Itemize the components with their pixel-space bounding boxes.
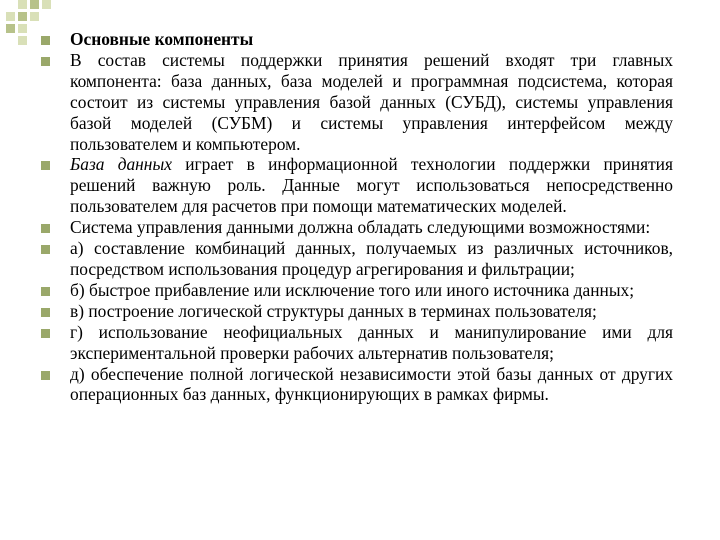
square-bullet-icon	[41, 57, 50, 66]
deco-square-icon	[42, 0, 51, 9]
deco-square-icon	[30, 0, 39, 9]
list-item-text: играет в информационной технологии поддержки принятия решений важную роль. Данные могут использоваться непосредственно пользователем для расчетов при помощи математических моделей.	[70, 154, 673, 217]
list-item	[41, 154, 673, 217]
list-item	[41, 322, 673, 364]
list-item	[41, 29, 673, 50]
bullet-list	[41, 29, 673, 405]
square-bullet-icon	[41, 329, 50, 338]
square-bullet-icon	[41, 36, 50, 45]
deco-square-icon	[18, 12, 27, 21]
list-item	[41, 364, 673, 406]
list-item-text: б) быстрое прибавление или исключение того или иного источника данных;	[70, 279, 635, 300]
list-item	[41, 238, 673, 280]
list-item	[41, 301, 673, 322]
square-bullet-icon	[41, 287, 50, 296]
list-item-text: в) построение логической структуры данных в терминах пользователя;	[70, 300, 597, 321]
list-item-text: г) использование неофициальных данных и манипулирование ими для экспериментальной проверки рабочих альтернатив пользователя;	[70, 321, 673, 363]
deco-square-icon	[30, 12, 39, 21]
square-bullet-icon	[41, 224, 50, 233]
list-item-lead: База данных	[70, 154, 172, 175]
deco-square-icon	[6, 24, 15, 33]
square-bullet-icon	[41, 161, 50, 170]
deco-square-icon	[18, 0, 27, 9]
list-item	[41, 280, 673, 301]
list-item-text: Основные компоненты	[70, 29, 254, 49]
list-item-text: В состав системы поддержки принятия решений входят три главных компонента: база данных, база моделей и программная подсистема, которая состоит из системы управления базой данных (СУБД), системы управления базой моделей (СУБМ) и системы управления интерфейсом между пользователем и компьютером.	[70, 49, 673, 154]
list-item-text: д) обеспечение полной логической независимости этой базы данных от других операционных баз данных, функционирующих в рамках фирмы.	[70, 363, 673, 405]
square-bullet-icon	[41, 308, 50, 317]
square-bullet-icon	[41, 371, 50, 380]
list-item	[41, 50, 673, 155]
list-item-text: а) составление комбинаций данных, получаемых из различных источников, посредством использования процедур агрегирования и фильтрации;	[70, 238, 673, 279]
list-item	[41, 217, 673, 238]
square-bullet-icon	[41, 245, 50, 254]
list-item-text: Система управления данными должна обладать следующими возможностями:	[70, 217, 651, 238]
deco-square-icon	[18, 24, 27, 33]
deco-square-icon	[18, 36, 27, 45]
deco-square-icon	[6, 12, 15, 21]
